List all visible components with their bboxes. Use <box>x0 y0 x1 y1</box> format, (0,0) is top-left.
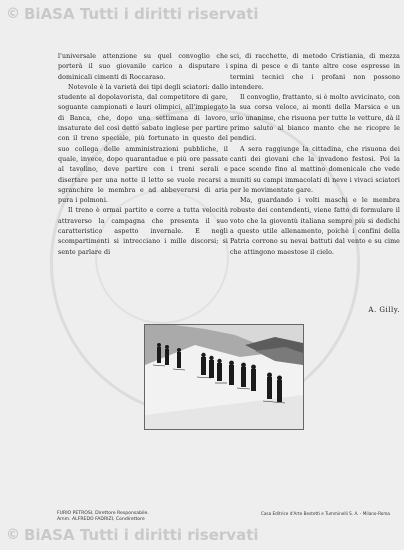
watermark-bottom <box>0 520 404 550</box>
paragraph: Notevole è la varietà dei tipi degli sciatori: dallo studente al dopolavorista, dal competitore di gare, soguante campionati e lauri olimpici, all'impiegato di Banca, che, dopo una settimana di lavoro, insaturate del così detto sabato inglese per partire con il treno speciale, più fortunato in questo del suo collega delle amministrazioni pubbliche, il quale, invece, dopo quarantadue e più ore passate al tavolino, deve partire con i treni serali e disertare per una notte il letto se vuole recarsi a sgranchire le membra e ad abbeverarsi di aria pura i polmoni. <box>58 83 228 205</box>
paragraph: Il treno è ormai partito e corre a tutta velocità attraverso la campagna che presenta il suo caratteristico aspetto invernale. E negli scompartimenti si intrecciano i mille discorsi; si sente parlare di <box>58 207 228 256</box>
footer-administrator: Amm. ALFREDO FADRIZI, Condirettore <box>57 517 145 522</box>
skiers-illustration <box>145 325 303 429</box>
footer-director: FURIO PETROSI, Direttore Responsabile. <box>57 511 149 516</box>
paragraph: l'universale attenzione su quel convoglio che porterà il suo giovanile carico a disputare i dominicali cimenti di Roccaraso. <box>58 53 228 81</box>
article-right-column <box>230 52 400 258</box>
footer-publisher: Casa Editrice d'Arte Bestetti e Tumminelli S. A. - Milano-Roma <box>260 511 390 516</box>
copyright-icon: © <box>6 6 20 22</box>
author-signature: A. Gilly. <box>368 306 400 314</box>
paragraph: Il convoglio, frattanto, si è molto avvicinato, con la sua corsa veloce, ai monti della Marsica e un urlo unanime, che risuona per tutte le vetture, dà il primo saluto al bianco manto che ne ricopre le pendici. <box>230 94 400 143</box>
watermark-top <box>0 0 404 28</box>
article-left-column <box>58 52 228 258</box>
paragraph: sci, di racchette, di metodo Cristiania, di mezza spina di pesce e di tante altre cose espresse in termini tecnici che i profani non possono intendere. <box>230 53 400 91</box>
watermark-text-top: BiASA Tutti i diritti riservati <box>24 5 259 23</box>
paragraph: A sera raggiunge la cittadina, che risuona dei canti dei giovani che la invadono festosi. Poi la pace scende fino al mattino domenicale che vede muniti su campi immacolati di neve i vivaci sciatori per le movimentate gare. <box>230 145 400 194</box>
paragraph: Ma, guardando i volti maschi e le membra robuste dei contendenti, viene fatto di formulare il voto che la gioventù italiana sempre più si dedichi a questo utile allenamento, poichè i confini della Patria corrono su nevai battuti dal vento e su cime che attingono maestose il cielo. <box>230 197 400 256</box>
watermark-text-bottom: BiASA Tutti i diritti riservati <box>24 526 259 544</box>
skiers-photograph <box>144 324 304 430</box>
copyright-icon: © <box>6 527 20 543</box>
